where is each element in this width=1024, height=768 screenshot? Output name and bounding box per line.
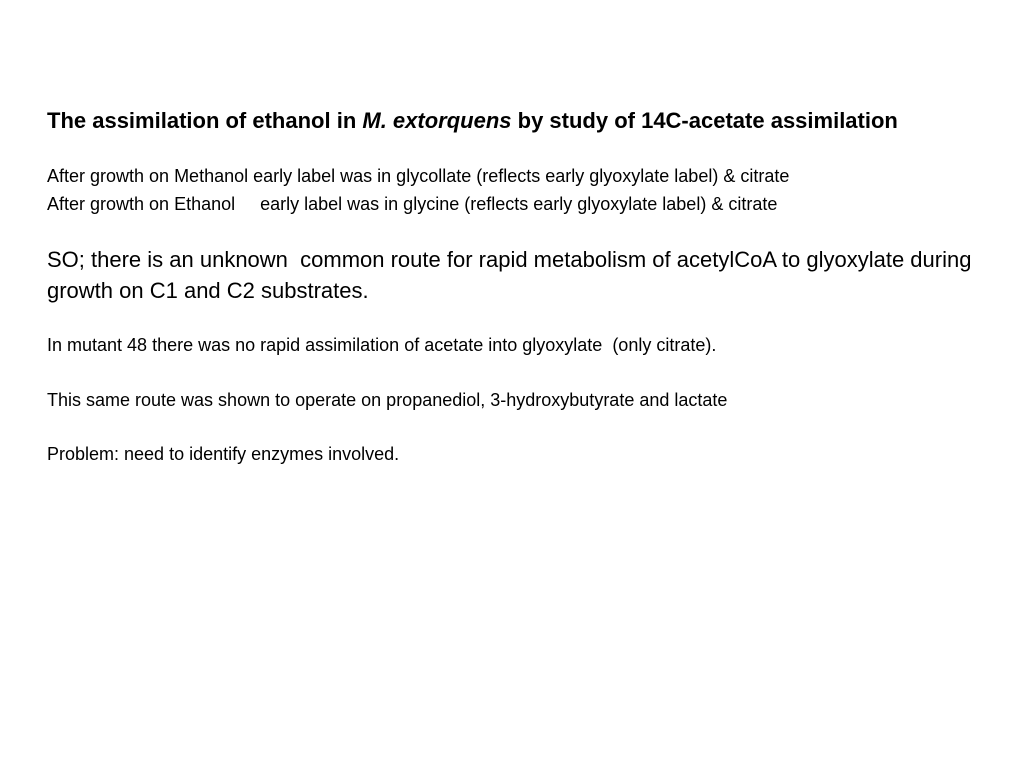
title-species: M. extorquens [362, 108, 512, 133]
observations [47, 163, 987, 218]
conclusion-text: SO; there is an unknown common route for rapid metabolism of acetylCoA to glyoxylate during growth on C1 and C2 substrates. [47, 247, 978, 303]
slide-content [47, 106, 987, 469]
observation-ethanol: After growth on Ethanol early label was in glycine (reflects early glyoxylate label) & citrate [47, 193, 778, 214]
observation-methanol: After growth on Methanol early label was in glycollate (reflects early glyoxylate label) & citrate [47, 166, 790, 186]
problem-statement: Problem: need to identify enzymes involved. [47, 444, 400, 464]
route-note: This same route was shown to operate on propanediol, 3-hydroxybutyrate and lactate [47, 389, 728, 410]
slide-title [47, 106, 987, 136]
title-part1: The assimilation of ethanol in [47, 108, 363, 133]
mutant-note: In mutant 48 there was no rapid assimilation of acetate into glyoxylate (only citrate). [47, 335, 717, 355]
title-part2: by study of 14C-acetate assimilation [511, 108, 898, 133]
